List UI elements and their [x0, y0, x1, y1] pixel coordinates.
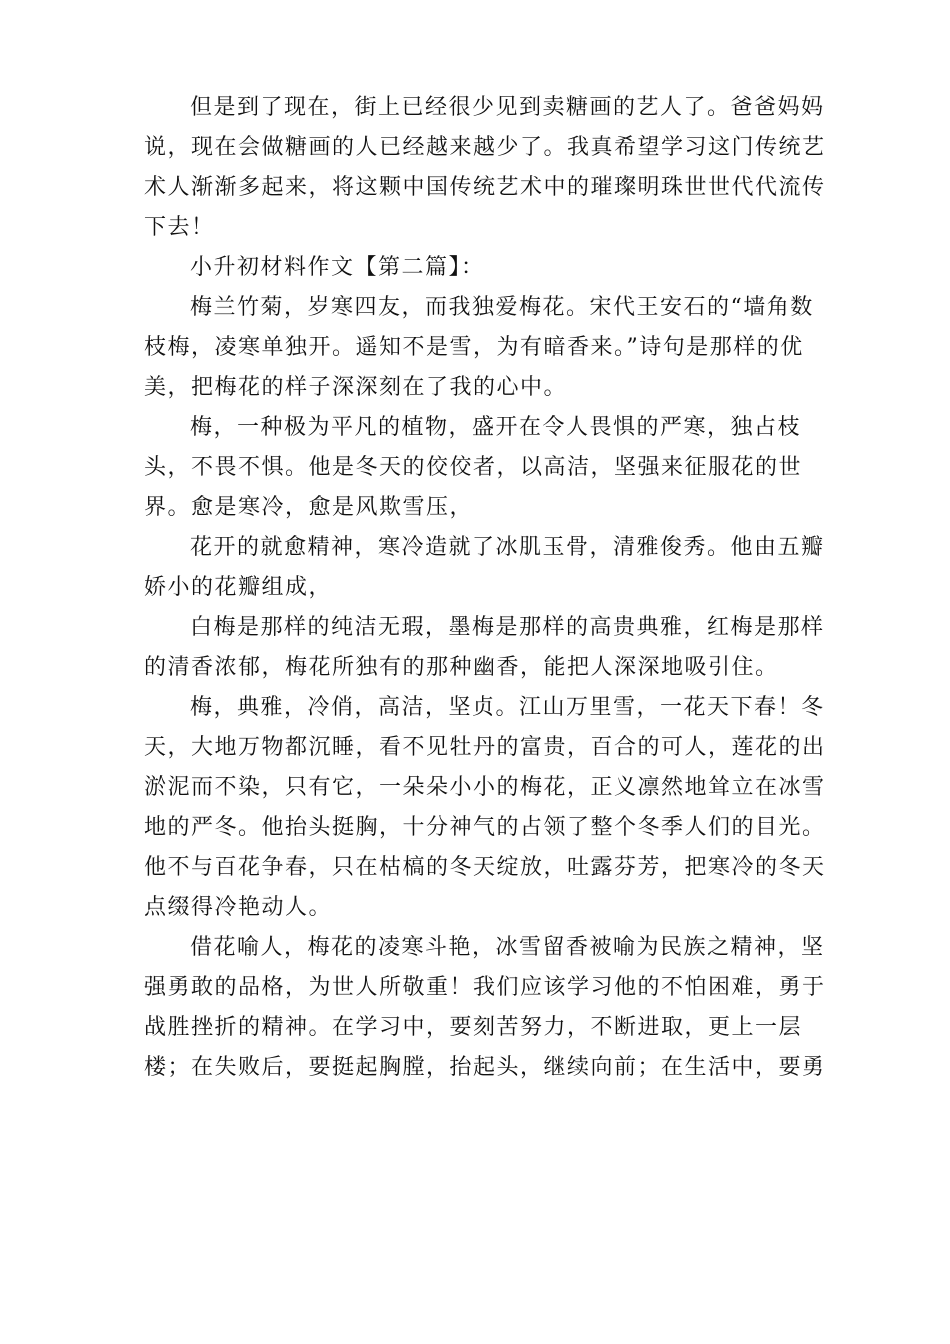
text-line: 梅，一种极为平凡的植物，盛开在令人畏惧的严寒，独占枝	[190, 415, 802, 440]
text-line: 头，不畏不惧。他是冬天的佼佼者，以高洁，坚强来征服花的世	[144, 455, 803, 480]
text-line: 梅，典雅，冷俏，高洁，坚贞。江山万里雪，一花天下春！冬	[190, 695, 825, 720]
paragraph-1	[144, 88, 826, 248]
paragraph-6	[144, 688, 826, 928]
text-line: 梅兰竹菊，岁寒四友，而我独爱梅花。宋代王安石的“墙角数	[190, 295, 814, 320]
text-line: 说，现在会做糖画的人已经越来越少了。我真希望学习这门传统艺	[144, 135, 826, 160]
text-line: 淤泥而不染，只有它，一朵朵小小的梅花，正义凛然地耸立在冰雪	[144, 775, 826, 800]
text-line: 但是到了现在，街上已经很少见到卖糖画的艺人了。爸爸妈妈	[190, 95, 825, 120]
paragraph-2	[144, 288, 814, 408]
text-line: 花开的就愈精神，寒冷造就了冰肌玉骨，清雅俊秀。他由五瓣	[190, 535, 825, 560]
text-line: 战胜挫折的精神。在学习中，要刻苦努力，不断进取，更上一层	[144, 1015, 803, 1040]
text-line: 术人渐渐多起来，将这颗中国传统艺术中的璀璨明珠世世代代流传	[144, 175, 826, 200]
text-line: 美，把梅花的样子深深刻在了我的心中。	[144, 375, 568, 400]
text-line: 强勇敢的品格，为世人所敬重！我们应该学习他的不怕困难，勇于	[144, 975, 826, 1000]
text-line: 他不与百花争春，只在枯槁的冬天绽放，吐露芬芳，把寒冷的冬天	[144, 855, 826, 880]
text-line: 娇小的花瓣组成，	[144, 575, 333, 600]
paragraph-4	[144, 528, 825, 608]
paragraph-5	[144, 608, 825, 688]
text-line: 借花喻人，梅花的凌寒斗艳，冰雪留香被喻为民族之精神，坚	[190, 935, 825, 960]
section-heading	[144, 248, 800, 288]
text-line: 界。愈是寒冷，愈是风欺雪压，	[144, 495, 474, 520]
heading-line: 小升初材料作文【第二篇】：	[190, 255, 485, 280]
text-line: 楼；在失败后，要挺起胸膛，抬起头，继续向前；在生活中，要勇	[144, 1055, 826, 1080]
text-line: 白梅是那样的纯洁无瑕，墨梅是那样的高贵典雅，红梅是那样	[190, 615, 825, 640]
text-line: 点缀得冷艳动人。	[144, 895, 333, 920]
text-line: 地的严冬。他抬头挺胸，十分神气的占领了整个冬季人们的目光。	[144, 815, 826, 840]
text-line: 枝梅，凌寒单独开。遥知不是雪，为有暗香来。”诗句是那样的优	[144, 335, 804, 360]
text-line: 下去！	[144, 215, 215, 240]
text-line: 的清香浓郁，梅花所独有的那种幽香，能把人深深地吸引住。	[144, 655, 779, 680]
text-line: 天，大地万物都沉睡，看不见牡丹的富贵，百合的可人，莲花的出	[144, 735, 826, 760]
document-body	[144, 88, 826, 1088]
paragraph-7	[144, 928, 826, 1088]
paragraph-3	[144, 408, 803, 528]
